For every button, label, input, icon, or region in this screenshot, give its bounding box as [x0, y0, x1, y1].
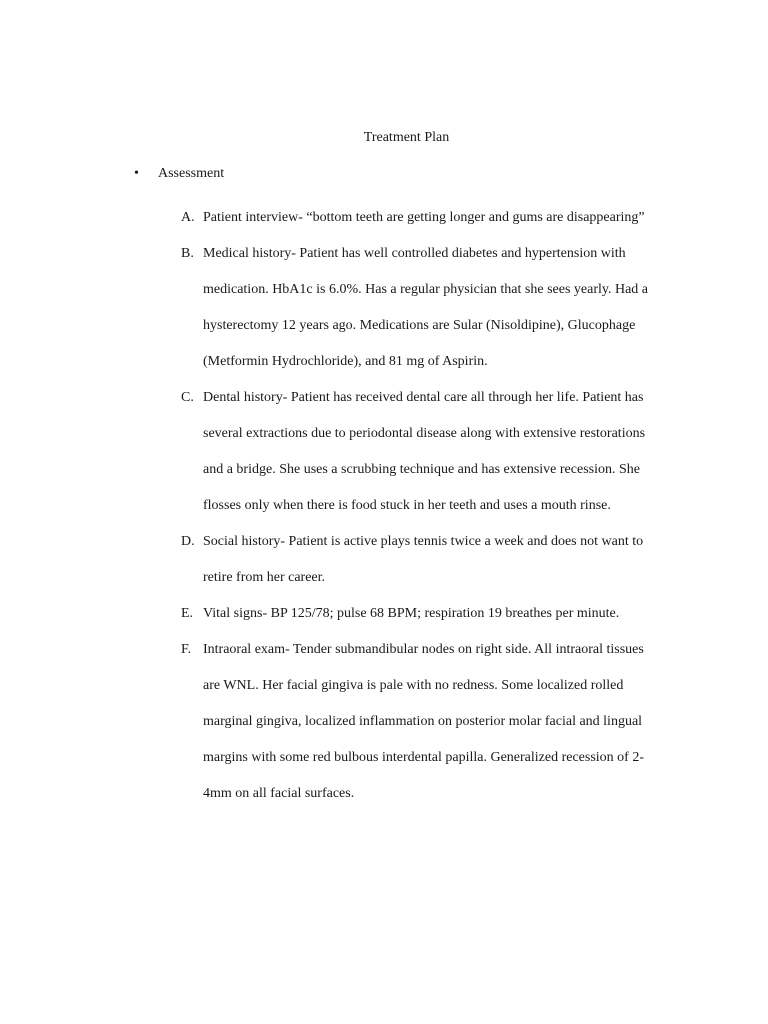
bullet-icon: •	[134, 166, 139, 181]
list-item-d	[181, 524, 661, 596]
item-letter: D.	[181, 534, 195, 549]
item-text: Medical history- Patient has well controlled diabetes and hypertension with medication. HbA1c is 6.0%. Has a regular physician that she sees yearly. Had a hysterectomy 12 years ago. Medications are Sular (Nisoldipine), Glucophage (Metformin Hydrochloride), and 81 mg of Aspirin.	[203, 246, 649, 369]
list-item-a	[181, 200, 661, 236]
section-heading: Assessment	[158, 166, 225, 181]
list-item-c	[181, 380, 661, 524]
page-title: Treatment Plan	[363, 130, 450, 145]
item-letter: B.	[181, 246, 194, 261]
list-item-e	[181, 596, 661, 632]
assessment-list	[181, 200, 661, 812]
item-text: Patient interview- “bottom teeth are getting longer and gums are disappearing”	[203, 210, 645, 225]
item-letter: F.	[181, 642, 192, 657]
item-letter: C.	[181, 390, 194, 405]
list-item-f	[181, 632, 661, 812]
item-text: Intraoral exam- Tender submandibular nodes on right side. All intraoral tissues are WNL. Her facial gingiva is pale with no redness. Some localized rolled marginal gingiva, localized inflammation on posterior molar facial and lingual margins with some red bulbous interdental papilla. Generalized recession of 2-4mm on all facial surfaces.	[203, 642, 644, 801]
item-letter: E.	[181, 606, 194, 621]
item-letter: A.	[181, 210, 195, 225]
list-item-b	[181, 236, 661, 380]
item-text: Dental history- Patient has received dental care all through her life. Patient has several extractions due to periodontal disease along with extensive restorations and a bridge. She uses a scrubbing technique and has extensive recession. She flosses only when there is food stuck in her teeth and uses a mouth rinse.	[203, 390, 646, 513]
item-text: Vital signs- BP 125/78; pulse 68 BPM; respiration 19 breathes per minute.	[203, 606, 620, 621]
item-text: Social history- Patient is active plays tennis twice a week and does not want to retire from her career.	[203, 534, 644, 585]
